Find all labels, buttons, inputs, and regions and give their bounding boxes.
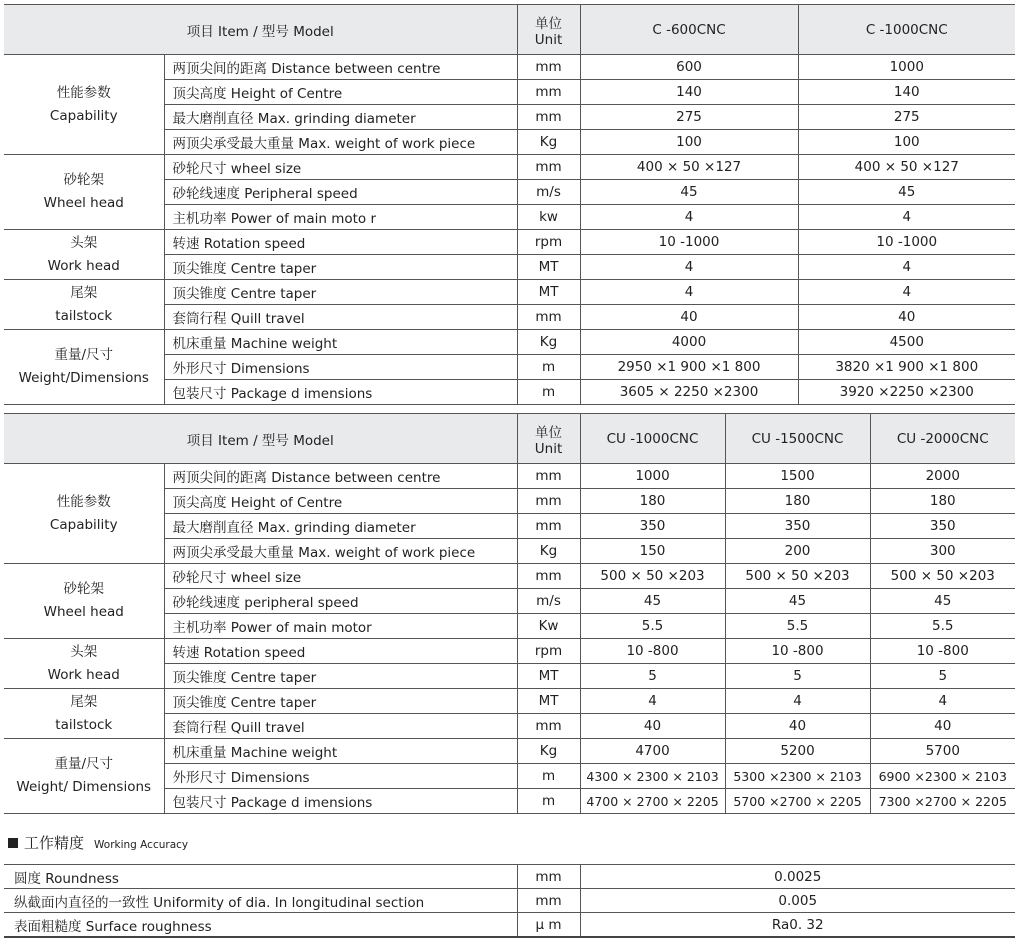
row-item: 两顶尖承受最大重量 Max. weight of work piece: [164, 130, 517, 155]
row-item: 套筒行程 Quill travel: [164, 305, 517, 330]
row-value: 4: [725, 689, 870, 714]
row-value: 500 × 50 ×203: [725, 564, 870, 589]
row-item: 包装尺寸 Package d imensions: [164, 380, 517, 405]
group-label-cn: 性能参数: [56, 493, 111, 510]
row-unit: rpm: [517, 230, 580, 255]
row-item: 砂轮尺寸 wheel size: [164, 155, 517, 180]
row-value: 5300 ×2300 × 2103: [725, 764, 870, 789]
row-item: 顶尖锥度 Centre taper: [164, 280, 517, 305]
group-label: [4, 464, 164, 564]
row-item: 砂轮线速度 Peripheral speed: [164, 180, 517, 205]
table-row: [4, 739, 1015, 764]
working-accuracy-table: [4, 864, 1015, 938]
accuracy-value: 0.005: [580, 889, 1015, 913]
row-value: 45: [870, 589, 1015, 614]
table-row: [4, 230, 1015, 255]
group-label-en: Wheel head: [43, 604, 124, 620]
unit-en: Unit: [534, 440, 563, 457]
table-row: [4, 280, 1015, 305]
row-value: 6900 ×2300 × 2103: [870, 764, 1015, 789]
row-value: 10 -1000: [580, 230, 798, 255]
group-label-en: Weight/Dimensions: [18, 370, 149, 386]
accuracy-unit: μ m: [517, 913, 580, 938]
group-label-en: Work head: [47, 257, 120, 274]
row-value: 5700 ×2700 × 2205: [725, 789, 870, 814]
row-value: 7300 ×2700 × 2205: [870, 789, 1015, 814]
spec-table-c-series: [4, 4, 1015, 405]
row-unit: MT: [517, 664, 580, 689]
row-item: 顶尖高度 Height of Centre: [164, 489, 517, 514]
row-unit: m: [517, 789, 580, 814]
row-item: 两顶尖间的距离 Distance between centre: [164, 55, 517, 80]
group-label: [4, 689, 164, 739]
header-model: CU -2000CNC: [870, 414, 1015, 464]
row-value: 4: [798, 205, 1015, 230]
row-item: 顶尖锥度 Centre taper: [164, 664, 517, 689]
accuracy-item: 纵截面内直径的一致性 Uniformity of dia. In longitudinal section: [4, 889, 517, 913]
unit-cn: 单位: [535, 424, 563, 441]
row-item: 顶尖锥度 Centre taper: [164, 689, 517, 714]
group-label-cn: 尾架: [70, 693, 98, 710]
row-value: 5: [870, 664, 1015, 689]
unit-en: Unit: [534, 31, 563, 48]
row-value: 200: [725, 539, 870, 564]
row-value: 10 -1000: [798, 230, 1015, 255]
row-value: 5: [580, 664, 725, 689]
row-unit: m/s: [517, 180, 580, 205]
group-label-en: Capability: [49, 107, 118, 124]
row-unit: mm: [517, 514, 580, 539]
row-unit: MT: [517, 280, 580, 305]
row-value: 4000: [580, 330, 798, 355]
accuracy-row: [4, 865, 1015, 889]
table-row: [4, 564, 1015, 589]
group-label-cn: 重量/尺寸: [54, 756, 114, 772]
group-label-cn: 头架: [70, 234, 98, 251]
row-item: 机床重量 Machine weight: [164, 330, 517, 355]
accuracy-value: Ra0. 32: [580, 913, 1015, 938]
row-unit: Kg: [517, 739, 580, 764]
group-label-cn: 尾架: [70, 284, 98, 301]
header-item-model: 项目 Item / 型号 Model: [4, 5, 517, 55]
row-value: 3820 ×1 900 ×1 800: [798, 355, 1015, 380]
row-value: 500 × 50 ×203: [870, 564, 1015, 589]
row-value: 40: [580, 305, 798, 330]
row-item: 包装尺寸 Package d imensions: [164, 789, 517, 814]
table-row: [4, 330, 1015, 355]
group-label: [4, 739, 164, 814]
row-value: 5: [725, 664, 870, 689]
accuracy-value: 0.0025: [580, 865, 1015, 889]
row-value: 10 -800: [870, 639, 1015, 664]
group-label-cn: 重量/尺寸: [54, 347, 114, 363]
row-value: 275: [798, 105, 1015, 130]
row-item: 主机功率 Power of main motor: [164, 614, 517, 639]
header-unit: [517, 5, 580, 55]
row-value: 180: [870, 489, 1015, 514]
accuracy-item: 圆度 Roundness: [4, 865, 517, 889]
row-value: 180: [580, 489, 725, 514]
row-unit: mm: [517, 564, 580, 589]
row-value: 4700 × 2700 × 2205: [580, 789, 725, 814]
row-item: 套筒行程 Quill travel: [164, 714, 517, 739]
row-value: 4: [580, 205, 798, 230]
row-value: 1000: [798, 55, 1015, 80]
square-bullet-icon: [8, 838, 18, 848]
row-value: 4: [870, 689, 1015, 714]
row-value: 5700: [870, 739, 1015, 764]
row-value: 300: [870, 539, 1015, 564]
row-value: 4: [580, 280, 798, 305]
row-item: 主机功率 Power of main moto r: [164, 205, 517, 230]
row-value: 180: [725, 489, 870, 514]
group-label-cn: 头架: [70, 643, 98, 660]
group-label-cn: 砂轮架: [63, 172, 104, 188]
row-unit: mm: [517, 305, 580, 330]
group-label: [4, 639, 164, 689]
group-label-en: Wheel head: [43, 195, 124, 211]
group-label: [4, 230, 164, 280]
row-item: 顶尖锥度 Centre taper: [164, 255, 517, 280]
row-value: 400 × 50 ×127: [580, 155, 798, 180]
row-unit: m: [517, 764, 580, 789]
table-row: [4, 689, 1015, 714]
row-unit: Kg: [517, 539, 580, 564]
group-label-cn: 砂轮架: [63, 581, 104, 597]
row-unit: mm: [517, 714, 580, 739]
header-row: [4, 5, 1015, 55]
row-value: 150: [580, 539, 725, 564]
row-value: 5.5: [870, 614, 1015, 639]
row-unit: Kg: [517, 130, 580, 155]
group-label-en: Work head: [47, 666, 120, 683]
row-value: 3605 × 2250 ×2300: [580, 380, 798, 405]
working-accuracy-heading: [8, 832, 188, 853]
row-item: 顶尖高度 Height of Centre: [164, 80, 517, 105]
row-unit: Kw: [517, 614, 580, 639]
row-value: 4: [798, 280, 1015, 305]
header-model: CU -1000CNC: [580, 414, 725, 464]
row-value: 2000: [870, 464, 1015, 489]
row-value: 5200: [725, 739, 870, 764]
row-value: 350: [580, 514, 725, 539]
row-unit: MT: [517, 255, 580, 280]
row-unit: Kg: [517, 330, 580, 355]
row-value: 40: [870, 714, 1015, 739]
row-item: 两顶尖承受最大重量 Max. weight of work piece: [164, 539, 517, 564]
row-item: 外形尺寸 Dimensions: [164, 355, 517, 380]
row-value: 45: [725, 589, 870, 614]
row-value: 4: [580, 255, 798, 280]
row-unit: mm: [517, 105, 580, 130]
row-unit: mm: [517, 55, 580, 80]
row-value: 2950 ×1 900 ×1 800: [580, 355, 798, 380]
table-row: [4, 155, 1015, 180]
row-value: 45: [580, 589, 725, 614]
row-value: 45: [798, 180, 1015, 205]
header-item-model: 项目 Item / 型号 Model: [4, 414, 517, 464]
row-value: 4300 × 2300 × 2103: [580, 764, 725, 789]
row-unit: kw: [517, 205, 580, 230]
row-item: 转速 Rotation speed: [164, 230, 517, 255]
group-label-cn: 性能参数: [56, 84, 111, 101]
header-model: CU -1500CNC: [725, 414, 870, 464]
row-unit: mm: [517, 155, 580, 180]
group-label-en: Weight/ Dimensions: [16, 779, 152, 795]
row-value: 45: [580, 180, 798, 205]
header-unit: [517, 414, 580, 464]
table-row: [4, 639, 1015, 664]
accuracy-row: [4, 889, 1015, 913]
row-unit: mm: [517, 80, 580, 105]
row-item: 砂轮线速度 peripheral speed: [164, 589, 517, 614]
row-item: 外形尺寸 Dimensions: [164, 764, 517, 789]
row-value: 5.5: [725, 614, 870, 639]
row-value: 4: [798, 255, 1015, 280]
row-unit: m: [517, 380, 580, 405]
row-value: 140: [580, 80, 798, 105]
row-value: 4500: [798, 330, 1015, 355]
row-value: 400 × 50 ×127: [798, 155, 1015, 180]
row-item: 两顶尖间的距离 Distance between centre: [164, 464, 517, 489]
unit-cn: 单位: [535, 15, 563, 32]
accuracy-title-cn: 工作精度: [24, 834, 85, 852]
row-unit: mm: [517, 489, 580, 514]
row-value: 10 -800: [725, 639, 870, 664]
accuracy-unit: mm: [517, 889, 580, 913]
group-label: [4, 564, 164, 639]
row-value: 4700: [580, 739, 725, 764]
row-value: 40: [798, 305, 1015, 330]
row-value: 4: [580, 689, 725, 714]
header-row: [4, 414, 1015, 464]
table-row: [4, 55, 1015, 80]
row-item: 转速 Rotation speed: [164, 639, 517, 664]
row-item: 机床重量 Machine weight: [164, 739, 517, 764]
group-label: [4, 330, 164, 405]
table-row: [4, 464, 1015, 489]
header-model: C -600CNC: [580, 5, 798, 55]
row-value: 350: [725, 514, 870, 539]
group-label: [4, 155, 164, 230]
row-value: 40: [580, 714, 725, 739]
row-value: 1000: [580, 464, 725, 489]
row-item: 最大磨削直径 Max. grinding diameter: [164, 105, 517, 130]
row-value: 40: [725, 714, 870, 739]
row-value: 10 -800: [580, 639, 725, 664]
spec-table-cu-series: [4, 413, 1015, 814]
row-unit: MT: [517, 689, 580, 714]
group-label: [4, 55, 164, 155]
row-unit: m: [517, 355, 580, 380]
row-value: 600: [580, 55, 798, 80]
row-value: 350: [870, 514, 1015, 539]
group-label-en: tailstock: [55, 716, 113, 733]
accuracy-title-en: Working Accuracy: [94, 839, 189, 851]
group-label-en: tailstock: [55, 307, 113, 324]
row-value: 500 × 50 ×203: [580, 564, 725, 589]
row-item: 最大磨削直径 Max. grinding diameter: [164, 514, 517, 539]
row-value: 140: [798, 80, 1015, 105]
row-unit: mm: [517, 464, 580, 489]
row-value: 100: [798, 130, 1015, 155]
row-value: 3920 ×2250 ×2300: [798, 380, 1015, 405]
row-unit: m/s: [517, 589, 580, 614]
group-label: [4, 280, 164, 330]
row-value: 5.5: [580, 614, 725, 639]
accuracy-item: 表面粗糙度 Surface roughness: [4, 913, 517, 938]
row-unit: rpm: [517, 639, 580, 664]
row-value: 1500: [725, 464, 870, 489]
header-model: C -1000CNC: [798, 5, 1015, 55]
group-label-en: Capability: [49, 516, 118, 533]
row-value: 100: [580, 130, 798, 155]
row-item: 砂轮尺寸 wheel size: [164, 564, 517, 589]
accuracy-row: [4, 913, 1015, 938]
accuracy-unit: mm: [517, 865, 580, 889]
row-value: 275: [580, 105, 798, 130]
